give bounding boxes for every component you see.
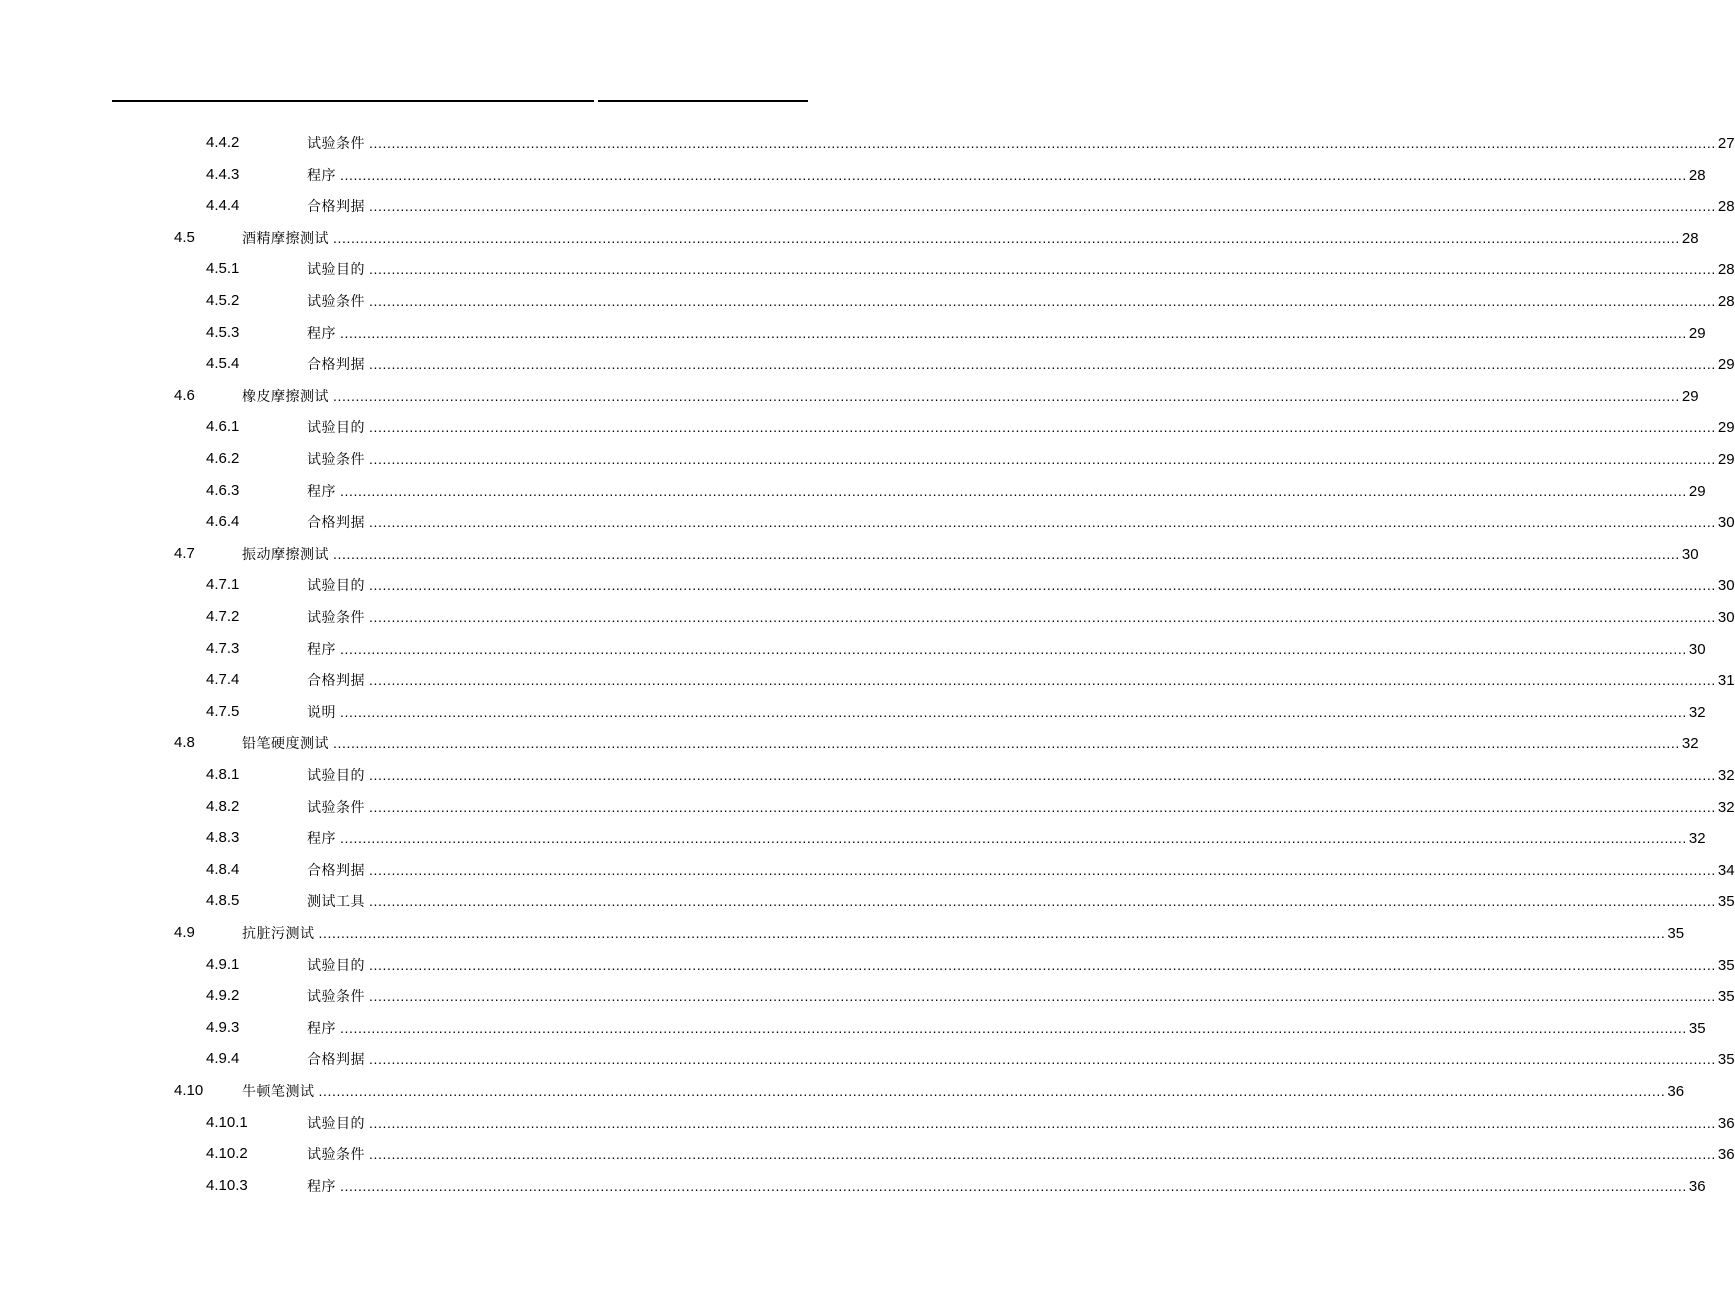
toc-entry-title: 试验目的 (307, 262, 365, 279)
toc-entry-page: 29 (1681, 387, 1699, 405)
toc-entry-title: 试验目的 (307, 420, 365, 437)
toc-entry-number: 4.5.3 (206, 323, 240, 341)
toc-entry-title: 试验目的 (307, 768, 365, 784)
toc-entry[interactable] (0, 570, 1735, 600)
toc-entry-line (307, 634, 1706, 665)
toc-entry[interactable] (0, 823, 1706, 853)
toc-entry-number: 4.7.2 (206, 608, 240, 625)
toc-leader-dots: ............................................................................................................................................................................................................................................................................................................ (369, 419, 1716, 436)
toc-entry[interactable] (0, 444, 1735, 474)
toc-leader-dots: ............................................................................................................................................................................................................................................................................................................ (340, 482, 1687, 499)
toc-leader-dots: ............................................................................................................................................................................................................................................................................................................ (340, 703, 1687, 720)
toc-entry-page: 28 (1717, 293, 1735, 310)
toc-entry-number: 4.9.4 (206, 1050, 240, 1068)
toc-entry-page: 29 (1688, 324, 1706, 342)
header-rule-right (598, 100, 808, 102)
toc-entry-number: 4.5 (174, 228, 195, 246)
toc-leader-dots: ............................................................................................................................................................................................................................................................................................................ (333, 387, 1680, 404)
toc-entry-title: 程序 (307, 641, 336, 658)
toc-entry-page: 30 (1717, 514, 1735, 532)
toc-entry[interactable] (0, 665, 1735, 695)
toc-entry-title: 试验条件 (307, 294, 365, 310)
toc-leader-dots: ............................................................................................................................................................................................................................................................................................................ (369, 767, 1716, 783)
toc-entry[interactable] (0, 507, 1735, 537)
toc-leader-dots: ............................................................................................................................................................................................................................................................................................................ (369, 956, 1716, 973)
toc-entry[interactable] (0, 286, 1735, 316)
toc-entry-page: 32 (1717, 798, 1735, 816)
toc-leader-dots: ............................................................................................................................................................................................................................................................................................................ (333, 735, 1680, 752)
toc-entry-title: 铅笔硬度测试 (242, 736, 329, 753)
toc-entry-page: 35 (1717, 893, 1735, 911)
toc-entry[interactable] (0, 160, 1706, 190)
toc-leader-dots: ............................................................................................................................................................................................................................................................................................................ (369, 293, 1716, 309)
toc-entry-title: 试验条件 (307, 799, 365, 816)
toc-entry-number: 4.7.5 (206, 702, 240, 720)
toc-entry[interactable] (0, 760, 1735, 790)
toc-entry-page: 28 (1681, 229, 1699, 247)
toc-entry-page: 35 (1717, 1051, 1735, 1069)
header-rule-left (112, 100, 594, 102)
toc-entry-page: 35 (1688, 1019, 1706, 1037)
toc-entry-page: 35 (1667, 925, 1685, 942)
toc-entry-page: 32 (1688, 703, 1706, 721)
toc-entry-line (242, 1076, 1685, 1107)
toc-entry-page: 32 (1688, 830, 1706, 848)
toc-entry[interactable] (0, 792, 1735, 822)
toc-entry-page: 35 (1717, 988, 1735, 1006)
toc-entry-title: 程序 (307, 167, 336, 184)
toc-entry-title: 程序 (307, 1178, 336, 1195)
toc-leader-dots: ............................................................................................................................................................................................................................................................................................................ (369, 356, 1716, 373)
toc-leader-dots: ............................................................................................................................................................................................................................................................................................................ (369, 577, 1716, 594)
toc-entry[interactable] (0, 602, 1735, 632)
toc-leader-dots: ............................................................................................................................................................................................................................................................................................................ (369, 1051, 1716, 1068)
toc-entry[interactable] (0, 855, 1735, 885)
toc-entry-title: 试验条件 (307, 610, 365, 626)
toc-entry-title: 说明 (307, 704, 336, 721)
toc-entry-title: 试验条件 (307, 1147, 365, 1164)
toc-entry-number: 4.6.4 (206, 513, 240, 531)
toc-entry-title: 合格判据 (307, 357, 365, 374)
toc-entry-title: 测试工具 (307, 894, 365, 911)
toc-entry[interactable] (0, 254, 1735, 284)
toc-entry-page: 29 (1717, 356, 1735, 374)
toc-entry-line (242, 381, 1699, 412)
toc-entry-number: 4.5.1 (206, 260, 240, 278)
toc-entry-line (307, 665, 1735, 696)
toc-entry[interactable] (0, 918, 1685, 948)
toc-entry-line (307, 318, 1706, 349)
toc-entry-title: 程序 (307, 831, 336, 848)
toc-entry[interactable] (0, 1013, 1706, 1043)
toc-entry[interactable] (0, 1139, 1735, 1169)
toc-leader-dots: ............................................................................................................................................................................................................................................................................................................ (369, 198, 1716, 215)
toc-entry-line (307, 1044, 1735, 1075)
toc-entry-title: 试验目的 (307, 1115, 365, 1132)
toc-entry-number: 4.8.3 (206, 829, 240, 847)
toc-leader-dots: ............................................................................................................................................................................................................................................................................................................ (369, 893, 1716, 910)
toc-entry-number: 4.5.2 (206, 292, 240, 309)
toc-entry[interactable] (0, 1076, 1685, 1106)
toc-leader-dots: ............................................................................................................................................................................................................................................................................................................ (318, 925, 1666, 941)
toc-leader-dots: ............................................................................................................................................................................................................................................................................................................ (340, 1177, 1687, 1194)
toc-leader-dots: ............................................................................................................................................................................................................................................................................................................ (369, 988, 1716, 1005)
toc-entry-number: 4.4.4 (206, 197, 240, 215)
toc-entry-line (307, 1013, 1706, 1044)
toc-entry-number: 4.8.5 (206, 892, 240, 910)
toc-entry-line (242, 539, 1699, 570)
toc-entry-line (307, 128, 1735, 159)
toc-entry[interactable] (0, 539, 1699, 569)
toc-entry-page: 28 (1717, 198, 1735, 216)
toc-entry-number: 4.10.2 (206, 1145, 248, 1163)
toc-entry-title: 程序 (307, 483, 336, 500)
toc-entry-page: 32 (1681, 735, 1699, 753)
toc-entry-title: 试验条件 (307, 136, 365, 152)
toc-entry-page: 34 (1717, 861, 1735, 879)
toc-entry-line (242, 918, 1685, 949)
toc-entry-number: 4.9 (174, 924, 195, 941)
toc-entry-page: 29 (1717, 451, 1735, 468)
toc-entry[interactable] (0, 476, 1706, 506)
toc-entry-line (307, 855, 1735, 886)
toc-entry-line (307, 444, 1735, 475)
toc-entry-page: 31 (1717, 672, 1735, 690)
toc-entry-page: 36 (1667, 1083, 1685, 1100)
toc-entry-line (307, 602, 1735, 633)
toc-entry-title: 橡皮摩擦测试 (242, 388, 329, 405)
toc-entry-line (307, 950, 1735, 981)
toc-entry-line (307, 792, 1735, 823)
toc-entry-title: 试验目的 (307, 957, 365, 974)
toc-entry-line (307, 823, 1706, 854)
toc-entry-number: 4.6.2 (206, 450, 240, 467)
toc-entry-title: 合格判据 (307, 673, 365, 690)
toc-entry-page: 27 (1717, 135, 1735, 152)
toc-entry-title: 试验条件 (307, 989, 365, 1006)
toc-entry-number: 4.6.1 (206, 418, 240, 436)
toc-leader-dots: ............................................................................................................................................................................................................................................................................................................ (369, 861, 1716, 878)
toc-entry[interactable] (0, 381, 1699, 411)
toc-entry-page: 29 (1717, 419, 1735, 437)
toc-entry-number: 4.4.2 (206, 134, 240, 151)
toc-entry[interactable] (0, 191, 1735, 221)
toc-entry[interactable] (0, 634, 1706, 664)
toc-entry-line (307, 570, 1735, 601)
toc-entry-number: 4.7 (174, 544, 195, 562)
toc-leader-dots: ............................................................................................................................................................................................................................................................................................................ (340, 1019, 1687, 1036)
toc-entry-number: 4.6.3 (206, 481, 240, 499)
toc-leader-dots: ............................................................................................................................................................................................................................................................................................................ (369, 798, 1716, 815)
toc-leader-dots: ............................................................................................................................................................................................................................................................................................................ (369, 609, 1716, 625)
toc-entry-line (242, 728, 1699, 759)
toc-entry-title: 牛顿笔测试 (242, 1084, 315, 1100)
toc-entry-number: 4.7.1 (206, 576, 240, 594)
toc-entry-line (307, 760, 1735, 791)
toc-entry-number: 4.10.1 (206, 1113, 248, 1131)
toc-entry[interactable] (0, 349, 1735, 379)
toc-entry-title: 振动摩擦测试 (242, 546, 329, 563)
toc-entry-number: 4.8.4 (206, 860, 240, 878)
toc-entry-number: 4.5.4 (206, 355, 240, 373)
toc-entry-page: 30 (1717, 577, 1735, 595)
toc-entry-title: 抗脏污测试 (242, 926, 315, 942)
toc-entry-page: 30 (1688, 640, 1706, 658)
toc-entry-line (307, 1171, 1706, 1202)
toc-leader-dots: ............................................................................................................................................................................................................................................................................................................ (333, 545, 1680, 562)
toc-entry-line (307, 349, 1735, 380)
toc-entry-number: 4.4.3 (206, 165, 240, 183)
toc-leader-dots: ............................................................................................................................................................................................................................................................................................................ (340, 166, 1687, 183)
toc-entry-line (307, 476, 1706, 507)
toc-entry-line (307, 160, 1706, 191)
toc-entry[interactable] (0, 1171, 1706, 1201)
toc-entry-title: 试验条件 (307, 452, 365, 468)
toc-leader-dots: ............................................................................................................................................................................................................................................................................................................ (369, 514, 1716, 531)
toc-entry-title: 程序 (307, 1020, 336, 1037)
toc-entry-line (307, 981, 1735, 1012)
toc-leader-dots: ............................................................................................................................................................................................................................................................................................................ (340, 640, 1687, 657)
toc-entry-number: 4.8.1 (206, 766, 240, 783)
toc-entry-number: 4.10.3 (206, 1176, 248, 1194)
toc-entry[interactable] (0, 981, 1735, 1011)
toc-leader-dots: ............................................................................................................................................................................................................................................................................................................ (369, 1114, 1716, 1131)
toc-entry-number: 4.7.4 (206, 671, 240, 689)
toc-leader-dots: ............................................................................................................................................................................................................................................................................................................ (340, 324, 1687, 341)
toc-entry-line (242, 223, 1699, 254)
toc-entry-page: 30 (1681, 545, 1699, 563)
toc-entry-number: 4.9.2 (206, 987, 240, 1005)
toc-entry-page: 36 (1717, 1114, 1735, 1132)
toc-entry-line (307, 1108, 1735, 1139)
toc-entry-number: 4.9.3 (206, 1018, 240, 1036)
toc-entry-title: 酒精摩擦测试 (242, 230, 329, 247)
toc-entry[interactable] (0, 950, 1735, 980)
toc-entry-line (307, 254, 1735, 285)
toc-entry[interactable] (0, 728, 1699, 758)
toc-entry[interactable] (0, 697, 1706, 727)
toc-entry-line (307, 697, 1706, 728)
toc-entry-line (307, 507, 1735, 538)
toc-entry[interactable] (0, 412, 1735, 442)
toc-entry-page: 30 (1717, 609, 1735, 626)
toc-entry-number: 4.8 (174, 734, 195, 752)
toc-entry-title: 合格判据 (307, 862, 365, 879)
toc-leader-dots: ............................................................................................................................................................................................................................................................................................................ (340, 830, 1687, 847)
toc-entry[interactable] (0, 1044, 1735, 1074)
toc-entry-title: 程序 (307, 325, 336, 342)
toc-leader-dots: ............................................................................................................................................................................................................................................................................................................ (369, 135, 1716, 151)
toc-leader-dots: ............................................................................................................................................................................................................................................................................................................ (369, 672, 1716, 689)
toc-entry-page: 36 (1688, 1177, 1706, 1195)
toc-entry-line (307, 412, 1735, 443)
toc-entry-line (307, 286, 1735, 317)
toc-entry-title: 合格判据 (307, 515, 365, 532)
toc-leader-dots: ............................................................................................................................................................................................................................................................................................................ (333, 229, 1680, 246)
toc-entry[interactable] (0, 886, 1735, 916)
toc-entry-page: 28 (1717, 261, 1735, 279)
toc-leader-dots: ............................................................................................................................................................................................................................................................................................................ (369, 261, 1716, 278)
toc-entry-number: 4.6 (174, 386, 195, 404)
toc-entry-line (307, 1139, 1735, 1170)
toc-entry-number: 4.10 (174, 1082, 204, 1099)
toc-leader-dots: ............................................................................................................................................................................................................................................................................................................ (369, 451, 1716, 467)
toc-entry-page: 29 (1688, 482, 1706, 500)
toc-entry[interactable] (0, 128, 1735, 158)
toc-entry-title: 试验目的 (307, 578, 365, 595)
toc-entry-page: 28 (1688, 166, 1706, 184)
toc-entry-title: 合格判据 (307, 199, 365, 216)
toc-entry-title: 合格判据 (307, 1052, 365, 1069)
toc-entry-number: 4.7.3 (206, 639, 240, 657)
toc-entry-number: 4.9.1 (206, 955, 240, 973)
toc-entry-page: 36 (1717, 1146, 1735, 1164)
toc-entry[interactable] (0, 223, 1699, 253)
toc-entry-number: 4.8.2 (206, 797, 240, 815)
toc-entry-page: 35 (1717, 956, 1735, 974)
toc-leader-dots: ............................................................................................................................................................................................................................................................................................................ (318, 1083, 1666, 1099)
toc-entry[interactable] (0, 1108, 1735, 1138)
toc-leader-dots: ............................................................................................................................................................................................................................................................................................................ (369, 1146, 1716, 1163)
toc-entry-line (307, 191, 1735, 222)
toc-entry-page: 32 (1717, 767, 1735, 784)
toc-entry-line (307, 886, 1735, 917)
toc-entry[interactable] (0, 318, 1706, 348)
